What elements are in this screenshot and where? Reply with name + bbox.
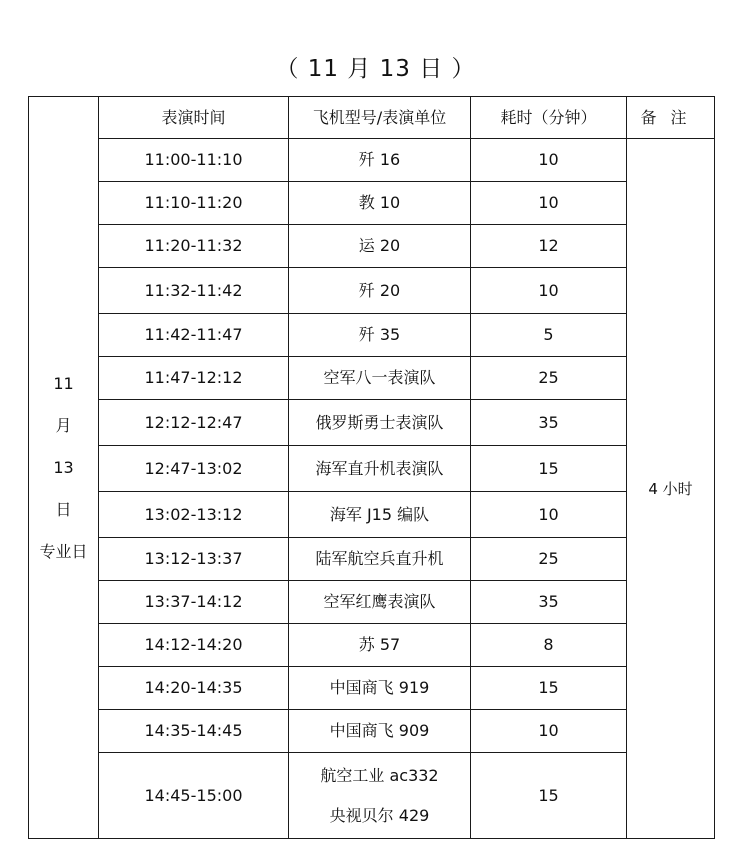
unit-cell: 教 10 — [289, 182, 471, 225]
unit-cell: 中国商飞 909 — [289, 710, 471, 753]
duration-cell: 10 — [471, 139, 627, 182]
unit-cell: 苏 57 — [289, 624, 471, 667]
duration-cell: 15 — [471, 667, 627, 710]
table-row — [29, 314, 715, 357]
time-cell: 11:00-11:10 — [99, 139, 289, 182]
duration-cell: 10 — [471, 492, 627, 538]
unit-cell: 歼 35 — [289, 314, 471, 357]
table-row — [29, 753, 715, 839]
duration-cell: 5 — [471, 314, 627, 357]
time-cell: 11:20-11:32 — [99, 225, 289, 268]
note-cell: 4 小时 — [627, 139, 715, 839]
table-row — [29, 538, 715, 581]
duration-cell: 10 — [471, 182, 627, 225]
unit-cell — [289, 753, 471, 839]
unit-cell: 海军直升机表演队 — [289, 446, 471, 492]
duration-cell: 15 — [471, 446, 627, 492]
table-row — [29, 667, 715, 710]
duration-cell: 25 — [471, 357, 627, 400]
day-label-line: 11 — [53, 373, 74, 393]
duration-cell: 15 — [471, 753, 627, 839]
duration-cell: 8 — [471, 624, 627, 667]
table-row — [29, 357, 715, 400]
duration-cell: 10 — [471, 268, 627, 314]
table-row — [29, 446, 715, 492]
time-cell: 11:42-11:47 — [99, 314, 289, 357]
time-cell: 12:12-12:47 — [99, 400, 289, 446]
unit-cell: 俄罗斯勇士表演队 — [289, 400, 471, 446]
day-label-line: 13 — [53, 457, 74, 477]
unit-cell: 歼 20 — [289, 268, 471, 314]
time-cell: 12:47-13:02 — [99, 446, 289, 492]
unit-cell: 运 20 — [289, 225, 471, 268]
time-cell: 11:47-12:12 — [99, 357, 289, 400]
duration-cell: 35 — [471, 581, 627, 624]
header-time: 表演时间 — [99, 97, 289, 139]
unit-cell: 空军八一表演队 — [289, 357, 471, 400]
header-unit: 飞机型号/表演单位 — [289, 97, 471, 139]
time-cell: 13:12-13:37 — [99, 538, 289, 581]
time-cell: 11:32-11:42 — [99, 268, 289, 314]
time-cell: 14:45-15:00 — [99, 753, 289, 839]
table-row — [29, 400, 715, 446]
time-cell: 13:37-14:12 — [99, 581, 289, 624]
time-cell: 14:20-14:35 — [99, 667, 289, 710]
time-cell: 14:12-14:20 — [99, 624, 289, 667]
table-row — [29, 182, 715, 225]
header-note: 备注 — [627, 97, 715, 139]
unit-cell: 海军 J15 编队 — [289, 492, 471, 538]
day-cell — [29, 97, 99, 839]
table-row — [29, 624, 715, 667]
time-cell: 14:35-14:45 — [99, 710, 289, 753]
day-label-line: 月 — [55, 415, 72, 435]
table-row — [29, 492, 715, 538]
duration-cell: 35 — [471, 400, 627, 446]
day-label-line: 日 — [55, 499, 72, 519]
duration-cell: 12 — [471, 225, 627, 268]
schedule-table — [28, 96, 715, 839]
table-header-row — [29, 97, 715, 139]
unit-line: 央视贝尔 429 — [329, 805, 430, 825]
table-row — [29, 581, 715, 624]
day-label-line: 专业日 — [39, 541, 88, 561]
table-row — [29, 710, 715, 753]
table-row — [29, 139, 715, 182]
table-row — [29, 268, 715, 314]
unit-cell: 陆军航空兵直升机 — [289, 538, 471, 581]
duration-cell: 25 — [471, 538, 627, 581]
header-duration: 耗时（分钟） — [471, 97, 627, 139]
unit-cell: 歼 16 — [289, 139, 471, 182]
unit-cell: 中国商飞 919 — [289, 667, 471, 710]
duration-cell: 10 — [471, 710, 627, 753]
unit-cell: 空军红鹰表演队 — [289, 581, 471, 624]
unit-line: 航空工业 ac332 — [320, 765, 439, 785]
time-cell: 11:10-11:20 — [99, 182, 289, 225]
table-row — [29, 225, 715, 268]
page-title: （ 11 月 13 日 ） — [275, 56, 476, 82]
time-cell: 13:02-13:12 — [99, 492, 289, 538]
